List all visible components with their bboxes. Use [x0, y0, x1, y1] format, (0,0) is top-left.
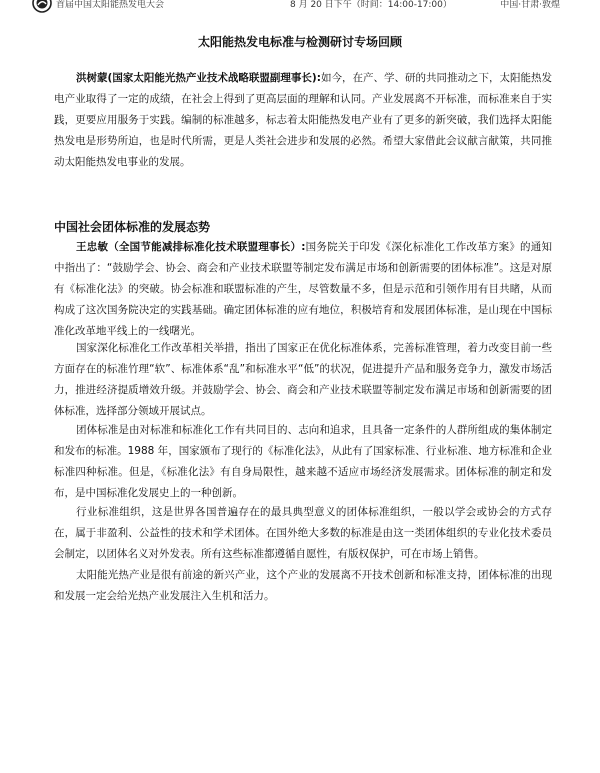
body-paragraph: 团体标准是由对标准和标准化工作有共同目的、志向和追求，且具备一定条件的人群所组成的集体制定和发布的标准。1988 年，国家颁布了现行的《标准化法》，从此有了国家标准、行业标准、地方标准和企业标准四种标准。但是，《标准化法》有自身局限性，越来越不适应市场经济发展需求。团体标准的制定和发布，是中国标准化发展史上的一种创新。: [54, 424, 552, 499]
conference-logo-icon: [32, 0, 52, 13]
section-title: 中国社会团体标准的发展态势: [54, 220, 211, 234]
body-paragraph: 国家深化标准化工作改革相关举措，指出了国家正在优化标准体系，完善标准管理，着力改变目前一些方面存在的标准竹理“软”、标准体系“乱”和标准水平“低”的状况，促进提升产品和服务竞争力，激发市场活力，推进经济提质增效升级。并鼓励学会、协会、商会和产业技术联盟等制定发布满足市场和创新需要的团体标准，选择部分领域开展试点。: [54, 342, 552, 417]
body-paragraph: 太阳能光热产业是很有前途的新兴产业，这个产业的发展离不开技术创新和标准支持，团体标准的出现和发展一定会给光热产业发展注入生机和活力。: [54, 569, 552, 602]
page-title: 太阳能热发电标准与检测研讨专场回顾: [197, 35, 402, 49]
page-header: [0, 0, 600, 14]
intro-speaker: 洪树蒙(国家太阳能光热产业技术战略联盟副理事长):: [76, 72, 321, 84]
speaker2-text: 国务院关于印发《深化标准化工作改革方案》的通知中指出了：“鼓励学会、协会、商会和产业技术联盟等制定发布满足市场和创新需要的团体标准”。这是对原有《标准化法》的突破。协会标准和联盟标准的产生，尽管数量不多，但是示范和引领作用有目共睹，从而构成了这次国务院决定的实践基础。确定团体标准的应有地位，积极培育和发展团体标准，是山现在中国标准化改革地平线上的一线曙光。: [54, 241, 553, 337]
conference-location: 中国·甘肃·敦煌: [500, 0, 560, 10]
intro-text: 如今，在产、学、研的共同推动之下，太阳能热发电产业取得了一定的成绩，在社会上得到了更高层面的理解和认同。产业发展离不开标准，而标准来自于实践，更要应用服务于实践。编制的标准越多，标志着太阳能热发电产业有了更多的新突破，我们选择太阳能热发电是形势所迫，也是时代所需，更是人类社会进步和发展的必然。希望大家借此会议献言献策，共同推动太阳能热发电事业的发展。: [54, 72, 553, 168]
conference-name: 首届中国太阳能热发电大会: [56, 0, 165, 10]
intro-paragraph: [54, 68, 552, 173]
speaker2-paragraph: [54, 237, 552, 342]
speaker2-name: 王忠敏（全国节能减排标准化技术联盟理事长）:: [76, 241, 306, 253]
body-paragraph: 行业标准组织，这是世界各国普遍存在的最具典型意义的团体标准组织，一般以学会或协会的方式存在，属于非盈利、公益性的技术和学术团体。在国外绝大多数的标准是由这一类团体组织的专业化技术委员会制定，以团体名义对外发表。所有这些标准都遵循自愿性，有版权保护，可在市场上销售。: [54, 506, 552, 560]
session-time: 8 月 20 日下午（时间：14:00-17:00）: [290, 0, 452, 10]
